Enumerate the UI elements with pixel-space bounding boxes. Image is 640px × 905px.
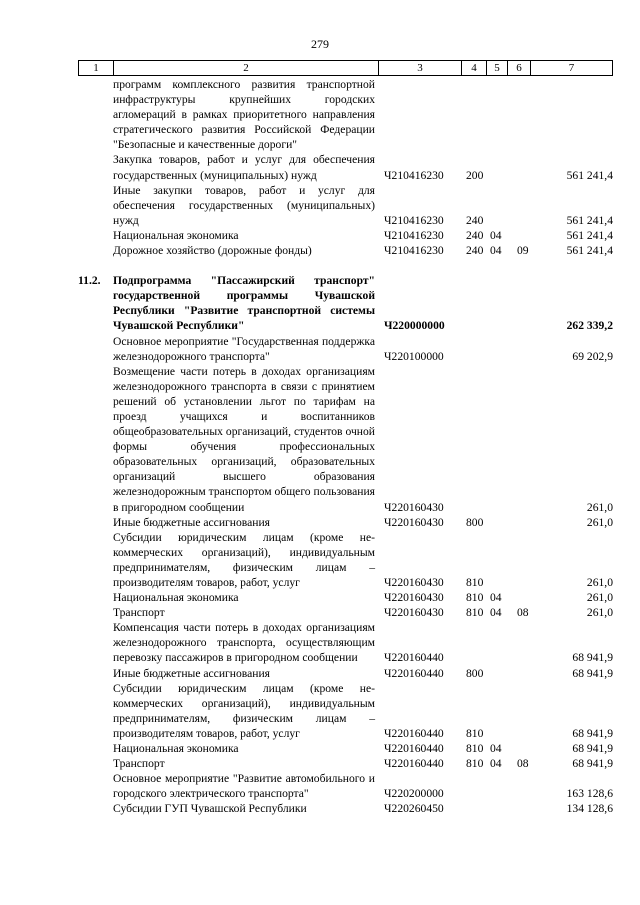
row-name: Транспорт bbox=[113, 606, 165, 620]
row-amount: 68 941,9 bbox=[572, 742, 613, 756]
row-amount: 261,0 bbox=[586, 576, 613, 589]
row-expense-type: 800 bbox=[466, 515, 484, 529]
row-amount: 68 941,9 bbox=[572, 757, 613, 771]
row-amount: 69 202,9 bbox=[572, 349, 613, 363]
row-section: 04 bbox=[490, 742, 502, 756]
row-name: Субсидии ГУП Чувашской Республики bbox=[113, 802, 307, 816]
column-header-5: 5 bbox=[487, 61, 508, 76]
row-target-code: Ч220160430 bbox=[384, 515, 444, 529]
table-row bbox=[78, 273, 613, 333]
row-expense-type: 200 bbox=[466, 168, 484, 182]
row-number: 11.2. bbox=[78, 274, 101, 288]
row-expense-type: 810 bbox=[466, 591, 484, 605]
row-spacer bbox=[78, 258, 613, 273]
column-header-2: 2 bbox=[114, 61, 379, 76]
row-name: программ комплексного развития транспортной инфраструктуры крупнейших городских агломераций в рамках приоритетного направления стратегического развития Российской Федерации "Безопасные и качественные дороги" bbox=[113, 78, 375, 152]
row-amount: 561 241,4 bbox=[566, 244, 613, 258]
row-expense-type: 240 bbox=[466, 244, 484, 258]
row-target-code: Ч210416230 bbox=[384, 244, 444, 258]
row-target-code: Ч220160430 bbox=[384, 591, 444, 605]
row-amount: 561 241,4 bbox=[566, 213, 613, 227]
row-name: Национальная экономика bbox=[113, 228, 239, 242]
row-target-code: Ч220160440 bbox=[384, 742, 444, 756]
table-row bbox=[78, 77, 613, 152]
row-target-code: Ч210416230 bbox=[384, 168, 444, 182]
row-name: Транспорт bbox=[113, 757, 165, 771]
row-target-code: Ч220160440 bbox=[384, 651, 444, 665]
row-amount: 134 128,6 bbox=[566, 802, 613, 816]
row-amount: 68 941,9 bbox=[572, 651, 613, 665]
table-row bbox=[78, 681, 613, 741]
table-row bbox=[78, 771, 613, 801]
row-section: 04 bbox=[490, 757, 502, 771]
row-amount: 561 241,4 bbox=[566, 228, 613, 242]
row-expense-type: 810 bbox=[466, 576, 484, 589]
row-target-code: Ч210416230 bbox=[384, 228, 444, 242]
row-amount: 261,0 bbox=[586, 500, 613, 514]
column-header-6: 6 bbox=[508, 61, 531, 76]
row-section: 04 bbox=[490, 244, 502, 258]
row-name: Национальная экономика bbox=[113, 591, 239, 605]
row-target-code: Ч220160440 bbox=[384, 666, 444, 680]
row-target-code: Ч220160430 bbox=[384, 500, 444, 514]
row-target-code: Ч220160440 bbox=[384, 726, 444, 740]
row-expense-type: 810 bbox=[466, 757, 484, 771]
row-name: Основное мероприятие "Развитие автомобильного и городского электрического транспорта" bbox=[113, 772, 375, 801]
row-expense-type: 240 bbox=[466, 228, 484, 242]
row-target-code: Ч220160430 bbox=[384, 606, 444, 620]
table-row bbox=[78, 605, 613, 620]
table-row bbox=[78, 620, 613, 665]
row-amount: 262 339,2 bbox=[566, 319, 613, 333]
row-name: Национальная экономика bbox=[113, 742, 239, 756]
row-target-code: Ч210416230 bbox=[384, 213, 444, 227]
row-name: Субсидии юридическим лицам (кроме некоммерческих организаций), индивидуальным предпринимателям, физическим лицам – производителям товаров, работ, услуг bbox=[113, 681, 375, 740]
table-row bbox=[78, 741, 613, 756]
table-row bbox=[78, 590, 613, 605]
row-amount: 561 241,4 bbox=[566, 168, 613, 182]
row-target-code: Ч220100000 bbox=[384, 349, 444, 363]
page-number: 279 bbox=[311, 37, 329, 51]
row-name: Основное мероприятие "Государственная поддержка железнодорожного транспорта" bbox=[113, 334, 375, 363]
row-subsection: 08 bbox=[517, 757, 529, 771]
row-expense-type: 810 bbox=[466, 726, 484, 740]
table-row bbox=[78, 530, 613, 590]
row-name: Дорожное хозяйство (дорожные фонды) bbox=[113, 244, 312, 258]
table-row bbox=[78, 243, 613, 258]
row-expense-type: 810 bbox=[466, 742, 484, 756]
row-expense-type: 240 bbox=[466, 213, 484, 227]
row-target-code: Ч220260450 bbox=[384, 802, 444, 816]
table-row bbox=[78, 183, 613, 228]
row-name: Иные бюджетные ассигнования bbox=[113, 515, 270, 529]
table-row bbox=[78, 334, 613, 364]
column-header-row bbox=[78, 60, 613, 76]
row-section: 04 bbox=[490, 606, 502, 620]
row-expense-type: 810 bbox=[466, 606, 484, 620]
table-row bbox=[78, 756, 613, 771]
column-header-1: 1 bbox=[79, 61, 114, 76]
row-target-code: Ч220000000 bbox=[384, 319, 445, 333]
row-target-code: Ч220200000 bbox=[384, 787, 444, 801]
row-expense-type: 800 bbox=[466, 666, 484, 680]
row-name: Компенсация части потерь в доходах организациям железнодорожного транспорта, осуществляющим перевозку пассажиров в пригородном сообщении bbox=[113, 621, 375, 665]
column-header-3: 3 bbox=[379, 61, 462, 76]
row-target-code: Ч220160440 bbox=[384, 757, 444, 771]
table-row bbox=[78, 801, 613, 816]
row-name: Иные бюджетные ассигнования bbox=[113, 666, 270, 680]
budget-table-body bbox=[78, 77, 613, 817]
row-amount: 261,0 bbox=[586, 606, 613, 620]
row-amount: 163 128,6 bbox=[566, 787, 613, 801]
row-amount: 261,0 bbox=[586, 515, 613, 529]
row-section: 04 bbox=[490, 228, 502, 242]
row-amount: 68 941,9 bbox=[572, 726, 613, 740]
row-amount: 68 941,9 bbox=[572, 666, 613, 680]
row-name: Возмещение части потерь в доходах организациям железнодорожного транспорта в связи с принятием решений об установлении льгот по тарифам на проезд учащихся и воспитанников общеобразовательных организаций, студентов очной формы обучения профессиональных образовательных организаций, образовательных организаций высшего образования железнодорожным транспортом общего пользования в пригородном сообщении bbox=[113, 364, 375, 514]
row-name: Подпрограмма "Пассажирский транспорт" государственной программы Чувашской Республики "Развитие транспортной системы Чувашской Республики" bbox=[113, 274, 375, 333]
table-row bbox=[78, 228, 613, 243]
table-row bbox=[78, 515, 613, 530]
row-section: 04 bbox=[490, 591, 502, 605]
row-name: Закупка товаров, работ и услуг для обеспечения государственных (муниципальных) нужд bbox=[113, 153, 375, 182]
table-row bbox=[78, 364, 613, 515]
row-name: Иные закупки товаров, работ и услуг для обеспечения государственных (муниципальных) нужд bbox=[113, 183, 375, 227]
table-row bbox=[78, 152, 613, 182]
table-row bbox=[78, 666, 613, 681]
row-subsection: 09 bbox=[517, 244, 529, 258]
column-header-7: 7 bbox=[531, 61, 613, 76]
column-header-4: 4 bbox=[462, 61, 487, 76]
row-target-code: Ч220160430 bbox=[384, 576, 444, 589]
row-subsection: 08 bbox=[517, 606, 529, 620]
row-amount: 261,0 bbox=[586, 591, 613, 605]
row-name: Субсидии юридическим лицам (кроме некоммерческих организаций), индивидуальным предпринимателям, физическим лицам – производителям товаров, работ, услуг bbox=[113, 530, 375, 589]
